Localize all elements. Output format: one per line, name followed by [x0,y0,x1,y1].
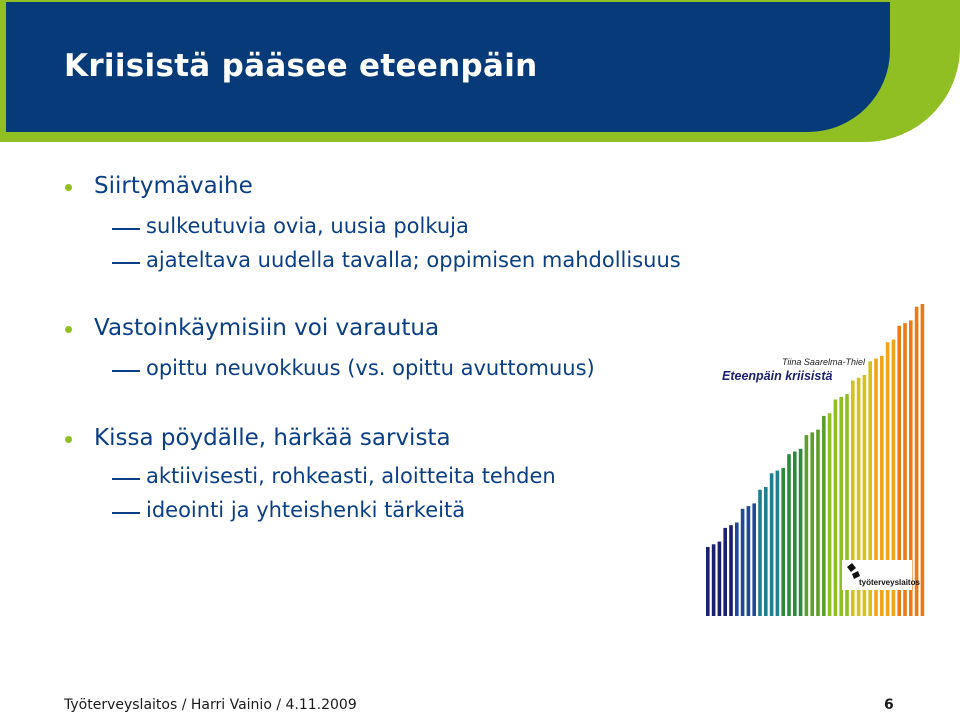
bullet-dot [65,436,72,443]
book-stripe [787,454,791,616]
sub-bullet-item: ajateltava uudella tavalla; oppimisen mahdollisuus [146,248,681,272]
sub-bullet-item: sulkeutuvia ovia, uusia polkuja [146,214,469,238]
book-title: Eteenpäin kriisistä [722,369,833,383]
book-stripe [781,468,785,616]
footer-source: Työterveyslaitos / Harri Vainio / 4.11.2009 [64,697,357,713]
book-cover-graphic [704,302,934,616]
bullet-item: Siirtymävaihe [94,173,253,199]
book-cover-image [704,302,934,616]
book-stripe [828,413,832,616]
book-stripe [776,471,780,616]
book-stripe [810,432,814,616]
page-number: 6 [884,697,894,713]
book-stripe [712,544,716,616]
book-stripe [915,307,919,616]
sub-bullet-dash [112,512,140,514]
bullet-item: Kissa pöydälle, härkää sarvista [94,425,451,451]
book-stripe [723,528,727,616]
sub-bullet-dash [112,370,140,372]
book-stripe [747,506,751,616]
bullet-item: Vastoinkäymisiin voi varautua [94,315,440,341]
book-stripe [921,304,925,616]
sub-bullet-dash [112,228,140,230]
bullet-dot [65,326,72,333]
book-stripe [718,542,722,616]
book-stripe [758,490,762,616]
book-stripe [764,487,768,616]
book-stripe [834,400,838,617]
book-stripe [805,435,809,616]
sub-bullet-dash [112,478,140,480]
book-stripe [735,523,739,617]
publisher-name: työterveyslaitos [859,578,920,587]
book-stripe [752,503,756,616]
book-stripe [706,547,710,616]
bullet-dot [65,184,72,191]
sub-bullet-item: ideointi ja yhteishenki tärkeitä [146,498,466,522]
book-stripe [741,509,745,616]
book-stripe [799,449,803,616]
book-stripe [816,430,820,616]
sub-bullet-dash [112,262,140,264]
book-stripe [770,473,774,616]
sub-bullet-item: aktiivisesti, rohkeasti, aloitteita tehden [146,464,556,488]
book-stripe [822,416,826,616]
sub-bullet-item: opittu neuvokkuus (vs. opittu avuttomuus) [146,356,595,380]
book-stripe [793,452,797,617]
slide-title: Kriisistä pääsee eteenpäin [64,48,538,84]
book-stripe [729,525,733,616]
book-author: Tiina Saarelma-Thiel [782,357,865,367]
